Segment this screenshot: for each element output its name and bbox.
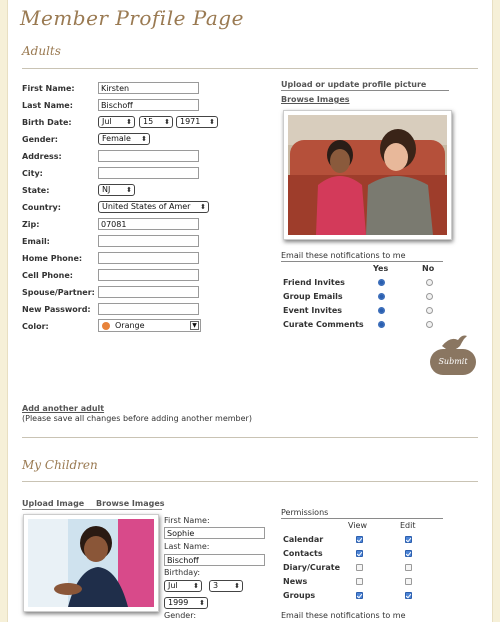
zip-label: Zip: <box>22 220 40 229</box>
group-emails-no-radio[interactable] <box>426 293 433 300</box>
state-value: NJ <box>102 185 111 194</box>
calendar-edit-checkbox[interactable] <box>405 536 412 543</box>
permissions-edit-header: Edit <box>400 521 416 530</box>
color-value: Orange <box>115 321 145 330</box>
notifications-yes-header: Yes <box>373 264 389 273</box>
city-label: City: <box>22 169 43 178</box>
groups-view-checkbox[interactable] <box>356 592 363 599</box>
chevron-updown-icon: ⬍ <box>164 118 170 126</box>
notif-row-label: Event Invites <box>283 306 343 315</box>
permissions-title: Permissions <box>281 508 329 517</box>
add-another-adult-link[interactable]: Add another adult <box>22 404 105 413</box>
last-name-input[interactable]: Bischoff <box>98 99 199 111</box>
permission-row-label: News <box>283 577 308 586</box>
group-emails-yes-radio[interactable] <box>378 293 385 300</box>
state-label: State: <box>22 186 50 195</box>
child-birth-year-select[interactable] <box>164 597 208 609</box>
address-input[interactable] <box>98 150 199 162</box>
contacts-view-checkbox[interactable] <box>356 550 363 557</box>
divider <box>22 481 478 482</box>
adult-notifications-title: Email these notifications to me <box>281 251 406 260</box>
divider <box>22 68 478 69</box>
adults-section-title: Adults <box>22 44 61 58</box>
child-first-name-input[interactable]: Sophie <box>164 527 265 539</box>
last-name-label: Last Name: <box>22 101 73 110</box>
chevron-updown-icon: ⬍ <box>199 599 205 607</box>
notif-row-label: Curate Comments <box>283 320 364 329</box>
email-label: Email: <box>22 237 50 246</box>
profile-photo <box>283 110 452 240</box>
divider <box>281 90 449 91</box>
divider <box>281 518 443 519</box>
page-title: Member Profile Page <box>20 6 244 30</box>
child-birth-month-value: Jul <box>168 581 178 590</box>
home-phone-label: Home Phone: <box>22 254 83 263</box>
first-name-label: First Name: <box>22 84 75 93</box>
zip-input[interactable]: 07081 <box>98 218 199 230</box>
child-last-name-label: Last Name: <box>164 542 210 551</box>
event-invites-no-radio[interactable] <box>426 307 433 314</box>
child-birthday-label: Birthday: <box>164 568 201 577</box>
child-photo-image <box>28 519 154 607</box>
child-birth-day-value: 3 <box>213 581 219 590</box>
profile-photo-image <box>288 115 447 235</box>
upload-image-link[interactable]: Upload Image <box>22 499 85 508</box>
upload-profile-picture-link[interactable]: Upload or update profile picture <box>281 80 427 89</box>
child-gender-label: Gender: <box>164 611 197 620</box>
state-select[interactable] <box>98 184 135 196</box>
diary-curate-edit-checkbox[interactable] <box>405 564 412 571</box>
home-phone-input[interactable] <box>98 252 199 264</box>
child-photo <box>23 514 159 612</box>
curate-comments-no-radio[interactable] <box>426 321 433 328</box>
child-first-name-label: First Name: <box>164 516 210 525</box>
spouse-label: Spouse/Partner: <box>22 288 95 297</box>
chevron-down-icon: ▼ <box>190 321 199 330</box>
child-birth-day-select[interactable] <box>209 580 243 592</box>
child-birth-month-select[interactable] <box>164 580 202 592</box>
country-value: United States of Amer <box>102 202 191 211</box>
color-label: Color: <box>22 322 49 331</box>
spouse-input[interactable] <box>98 286 199 298</box>
new-password-input[interactable] <box>98 303 199 315</box>
divider <box>281 261 443 262</box>
gender-label: Gender: <box>22 135 58 144</box>
friend-invites-no-radio[interactable] <box>426 279 433 286</box>
add-adult-note: (Please save all changes before adding another member) <box>22 414 252 423</box>
chevron-updown-icon: ⬍ <box>200 203 206 211</box>
friend-invites-yes-radio[interactable] <box>378 279 385 286</box>
color-swatch-icon <box>102 322 110 330</box>
chevron-updown-icon: ⬍ <box>193 582 199 590</box>
country-label: Country: <box>22 203 61 212</box>
chevron-updown-icon: ⬍ <box>126 118 132 126</box>
divider <box>22 509 162 510</box>
color-select[interactable] <box>98 319 201 332</box>
notifications-no-header: No <box>422 264 435 273</box>
chevron-updown-icon: ⬍ <box>126 186 132 194</box>
browse-images-link[interactable]: Browse Images <box>281 95 350 104</box>
curate-comments-yes-radio[interactable] <box>378 321 385 328</box>
new-password-label: New Password: <box>22 305 91 314</box>
groups-edit-checkbox[interactable] <box>405 592 412 599</box>
child-last-name-input[interactable]: Bischoff <box>164 554 265 566</box>
birth-year-select[interactable] <box>176 116 218 128</box>
child-browse-images-link[interactable]: Browse Images <box>96 499 165 508</box>
first-name-input[interactable]: Kirsten <box>98 82 199 94</box>
city-input[interactable] <box>98 167 199 179</box>
cell-phone-label: Cell Phone: <box>22 271 73 280</box>
cell-phone-input[interactable] <box>98 269 199 281</box>
child-birth-year-value: 1999 <box>168 598 189 607</box>
permission-row-label: Diary/Curate <box>283 563 341 572</box>
gender-select[interactable] <box>98 133 150 145</box>
news-edit-checkbox[interactable] <box>405 578 412 585</box>
birth-month-value: Jul <box>102 117 112 126</box>
diary-curate-view-checkbox[interactable] <box>356 564 363 571</box>
profile-page <box>7 0 493 622</box>
birth-day-value: 15 <box>143 117 154 126</box>
birth-day-select[interactable] <box>139 116 173 128</box>
permission-row-label: Groups <box>283 591 316 600</box>
email-input[interactable] <box>98 235 199 247</box>
permissions-view-header: View <box>348 521 367 530</box>
event-invites-yes-radio[interactable] <box>378 307 385 314</box>
notif-row-label: Group Emails <box>283 292 343 301</box>
birth-date-label: Birth Date: <box>22 118 72 127</box>
chevron-updown-icon: ⬍ <box>141 135 147 143</box>
birth-month-select[interactable] <box>98 116 135 128</box>
permission-row-label: Contacts <box>283 549 323 558</box>
chevron-updown-icon: ⬍ <box>234 582 240 590</box>
submit-button[interactable]: Submit <box>430 349 476 375</box>
country-select[interactable] <box>98 201 209 213</box>
news-view-checkbox[interactable] <box>356 578 363 585</box>
children-section-title: My Children <box>22 458 98 472</box>
chevron-updown-icon: ⬍ <box>209 118 215 126</box>
permission-row-label: Calendar <box>283 535 324 544</box>
birth-year-value: 1971 <box>180 117 201 126</box>
contacts-edit-checkbox[interactable] <box>405 550 412 557</box>
calendar-view-checkbox[interactable] <box>356 536 363 543</box>
divider <box>22 437 478 438</box>
address-label: Address: <box>22 152 62 161</box>
child-notifications-title: Email these notifications to me <box>281 611 406 620</box>
gender-value: Female <box>102 134 131 143</box>
notif-row-label: Friend Invites <box>283 278 345 287</box>
